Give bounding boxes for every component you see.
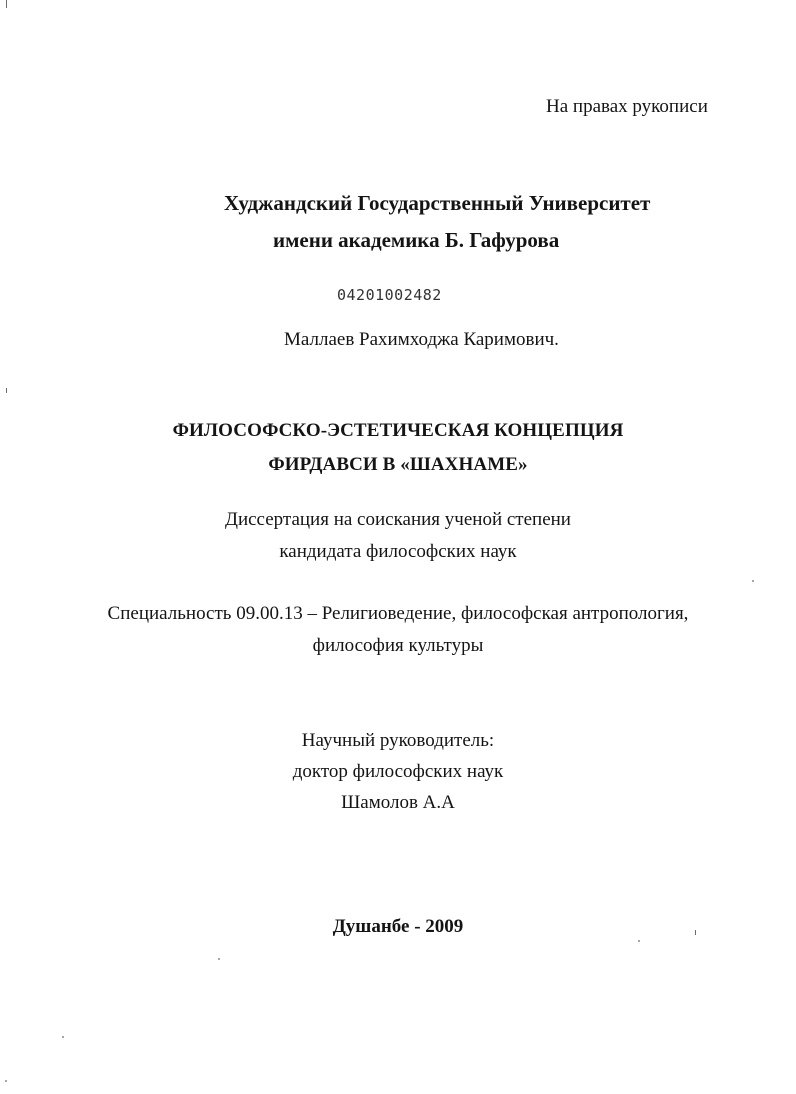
degree-description-line1: Диссертация на соискания ученой степени bbox=[225, 509, 571, 530]
registry-number-stamp: 04201002482 bbox=[337, 286, 442, 304]
dissertation-title-line2: ФИРДАВСИ В «ШАХНАМЕ» bbox=[268, 454, 528, 475]
supervisor-label: Научный руководитель: bbox=[301, 730, 495, 751]
institution-name-line2: имени академика Б. Гафурова bbox=[273, 228, 560, 252]
institution-name-line1: Худжандский Государственный Университет bbox=[224, 191, 651, 215]
scan-artifact-mark bbox=[6, 388, 7, 393]
scan-artifact-mark bbox=[6, 0, 7, 8]
author-name: Маллаев Рахимходжа Каримович. bbox=[284, 329, 559, 350]
dissertation-title-line1: ФИЛОСОФСКО-ЭСТЕТИЧЕСКАЯ КОНЦЕПЦИЯ bbox=[172, 420, 624, 441]
supervisor-name: Шамолов А.А bbox=[341, 792, 455, 813]
supervisor-degree: доктор философских наук bbox=[292, 761, 504, 782]
manuscript-rights-note: На правах рукописи bbox=[546, 96, 708, 117]
scan-artifact-speck bbox=[218, 958, 220, 960]
specialty-line1: Специальность 09.00.13 – Религиоведение, философская антропология, bbox=[107, 603, 689, 624]
scan-artifact-speck bbox=[5, 1080, 7, 1082]
degree-description-line2: кандидата философских наук bbox=[279, 541, 517, 562]
city-year: Душанбе - 2009 bbox=[332, 916, 464, 937]
scan-artifact-speck bbox=[752, 580, 754, 582]
specialty-line2: философия культуры bbox=[312, 635, 484, 656]
scan-artifact-mark bbox=[695, 930, 696, 935]
scan-artifact-speck bbox=[62, 1036, 64, 1038]
scan-artifact-speck bbox=[638, 940, 640, 942]
